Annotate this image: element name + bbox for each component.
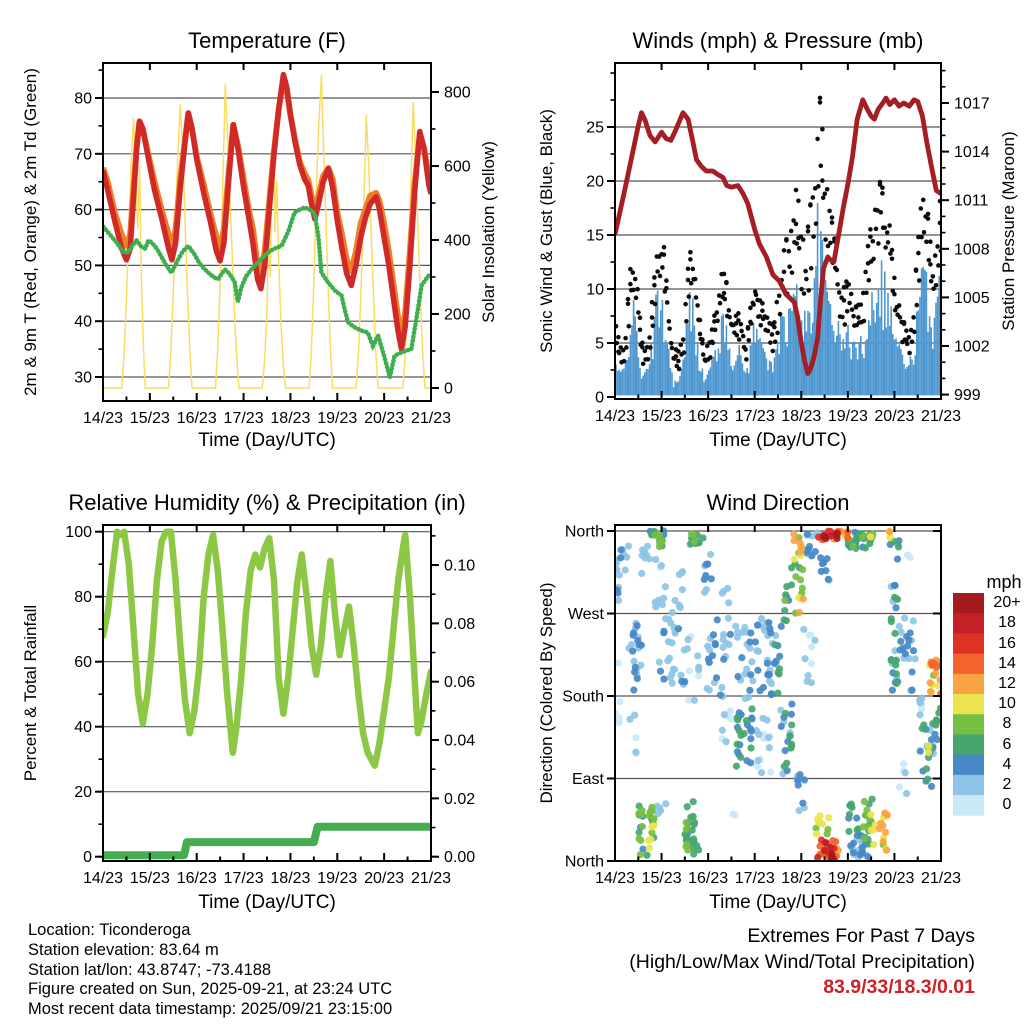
x-tick-label: 15/23 bbox=[129, 870, 170, 887]
y-tick-label: 600 bbox=[444, 158, 471, 176]
x-tick-label: 18/23 bbox=[270, 870, 311, 887]
panel-humidity-series bbox=[103, 532, 431, 856]
y-tick-label: East bbox=[571, 771, 604, 789]
x-tick-label: 15/23 bbox=[129, 410, 170, 427]
legend-speed-label: 6 bbox=[1002, 735, 1012, 753]
y-tick-label: 10 bbox=[586, 281, 604, 299]
x-tick-label: 20/23 bbox=[874, 408, 915, 425]
panel-winds-pressure-title: Winds (mph) & Pressure (mb) bbox=[632, 28, 924, 53]
x-tick-label: 17/23 bbox=[734, 870, 775, 887]
legend-speed-label: 18 bbox=[998, 614, 1016, 632]
total-rainfall-line bbox=[103, 827, 431, 856]
y-tick-label: 1008 bbox=[954, 241, 990, 259]
x-tick-label: 19/23 bbox=[317, 410, 358, 427]
station-location: Location: Ticonderoga bbox=[28, 921, 191, 939]
legend-speed-label: 12 bbox=[998, 674, 1016, 692]
y-tick-label: 15 bbox=[586, 227, 604, 245]
y-tick-label: 20 bbox=[586, 173, 604, 191]
x-tick-label: 14/23 bbox=[594, 408, 636, 425]
y-tick-label: 25 bbox=[586, 119, 604, 137]
y-tick-label: 1005 bbox=[954, 289, 990, 307]
x-tick-label: 14/23 bbox=[594, 870, 636, 887]
panel3-left-axis-label: Percent & Total Rainfall bbox=[21, 604, 40, 782]
y-tick-label: 0 bbox=[83, 849, 92, 867]
y-tick-label: 0.04 bbox=[444, 732, 476, 750]
y-tick-label: 200 bbox=[444, 306, 471, 324]
y-tick-label: 0.02 bbox=[444, 790, 476, 808]
panel1-left-axis-label: 2m & 9m T (Red, Orange) & 2m Td (Green) bbox=[21, 68, 40, 396]
x-tick-label: 18/23 bbox=[781, 408, 822, 425]
panel1-xaxis-label: Time (Day/UTC) bbox=[198, 430, 336, 451]
y-tick-label: 999 bbox=[954, 387, 981, 405]
legend-speed-label: 16 bbox=[998, 634, 1016, 652]
wind-speed-legend-title: mph bbox=[986, 572, 1022, 592]
extremes-block bbox=[629, 924, 975, 1001]
panel-temperature-series bbox=[103, 75, 431, 388]
y-tick-label: 60 bbox=[74, 202, 92, 220]
station-elevation: Station elevation: 83.64 m bbox=[28, 940, 219, 959]
wind-speed-colorbar bbox=[953, 593, 984, 816]
panel2-gridlines bbox=[615, 127, 941, 343]
y-tick-label: 30 bbox=[74, 369, 92, 387]
y-tick-label: 50 bbox=[74, 257, 92, 275]
x-tick-label: 20/23 bbox=[364, 410, 405, 427]
extremes-values: 83.9/33/18.3/0.01 bbox=[823, 976, 975, 998]
x-tick-label: 18/23 bbox=[270, 410, 311, 427]
y-tick-label: 20 bbox=[74, 784, 92, 802]
y-tick-label: 0 bbox=[595, 389, 604, 407]
station-info-block bbox=[28, 921, 392, 1020]
panel2-left-axis-label: Sonic Wind & Gust (Blue, Black) bbox=[537, 109, 556, 353]
legend-speed-label: 0 bbox=[1002, 796, 1012, 814]
panel1-right-axis-label: Solar Insolation (Yellow) bbox=[479, 141, 498, 323]
x-tick-label: 21/23 bbox=[920, 870, 962, 887]
x-tick-label: 15/23 bbox=[641, 870, 682, 887]
y-tick-label: 60 bbox=[74, 654, 92, 672]
extremes-heading: Extremes For Past 7 Days bbox=[747, 925, 975, 947]
legend-speed-label: 10 bbox=[998, 695, 1016, 713]
y-tick-label: 0.10 bbox=[444, 557, 476, 575]
y-tick-label: 0.00 bbox=[444, 849, 476, 867]
x-tick-label: 19/23 bbox=[827, 408, 868, 425]
x-tick-label: 19/23 bbox=[827, 870, 868, 887]
legend-speed-label: 8 bbox=[1002, 715, 1012, 733]
latest-timestamp: Most recent data timestamp: 2025/09/21 23:15:00 bbox=[28, 1000, 393, 1019]
panel-winds-series bbox=[614, 96, 943, 396]
y-tick-label: 1017 bbox=[954, 95, 990, 113]
panel3-xaxis-label: Time (Day/UTC) bbox=[198, 892, 336, 913]
x-tick-label: 20/23 bbox=[874, 870, 915, 887]
y-tick-label: 0.06 bbox=[444, 674, 476, 692]
panel-humidity-precip-title: Relative Humidity (%) & Precipitation (in) bbox=[68, 490, 466, 515]
y-tick-label: 800 bbox=[444, 84, 471, 102]
y-tick-label: 80 bbox=[74, 589, 92, 607]
panel-temperature-title: Temperature (F) bbox=[188, 28, 346, 53]
x-tick-label: 16/23 bbox=[688, 870, 729, 887]
panel2-xaxis-label: Time (Day/UTC) bbox=[709, 430, 847, 451]
relative-humidity-line bbox=[103, 532, 431, 766]
x-tick-label: 15/23 bbox=[641, 408, 682, 425]
x-tick-label: 19/23 bbox=[317, 870, 358, 887]
panel4-xaxis-label: Time (Day/UTC) bbox=[709, 892, 847, 913]
legend-speed-label: 2 bbox=[1002, 775, 1012, 793]
y-tick-label: North bbox=[564, 853, 604, 871]
x-tick-label: 21/23 bbox=[920, 408, 962, 425]
y-tick-label: 1011 bbox=[954, 192, 989, 210]
y-tick-label: 40 bbox=[74, 719, 92, 737]
x-tick-label: 18/23 bbox=[781, 870, 822, 887]
y-tick-label: 5 bbox=[595, 335, 604, 353]
y-tick-label: 1002 bbox=[954, 338, 990, 356]
x-tick-label: 14/23 bbox=[82, 410, 124, 427]
y-tick-label: North bbox=[564, 523, 604, 541]
legend-speed-label: 20+ bbox=[993, 594, 1021, 612]
y-tick-label: 100 bbox=[65, 524, 92, 542]
y-tick-label: 0 bbox=[444, 380, 453, 398]
y-tick-label: 70 bbox=[74, 146, 92, 164]
station-latlon: Station lat/lon: 43.8747; -73.4188 bbox=[28, 960, 272, 979]
figure-created: Figure created on Sun, 2025-09-21, at 23:24 UTC bbox=[28, 980, 393, 999]
panel2-right-axis-label: Station Pressure (Maroon) bbox=[999, 131, 1018, 331]
y-tick-label: West bbox=[567, 606, 604, 624]
x-tick-label: 16/23 bbox=[176, 410, 217, 427]
x-tick-label: 17/23 bbox=[223, 870, 264, 887]
x-tick-label: 20/23 bbox=[364, 870, 405, 887]
x-tick-label: 21/23 bbox=[410, 410, 452, 427]
y-tick-label: South bbox=[562, 688, 604, 706]
x-tick-label: 16/23 bbox=[176, 870, 217, 887]
x-tick-label: 14/23 bbox=[82, 870, 124, 887]
x-tick-label: 17/23 bbox=[734, 408, 775, 425]
y-tick-label: 40 bbox=[74, 313, 92, 331]
y-tick-label: 0.08 bbox=[444, 615, 476, 633]
extremes-subheading: (High/Low/Max Wind/Total Precipitation) bbox=[629, 950, 975, 973]
panel4-axes bbox=[562, 524, 961, 888]
x-tick-label: 16/23 bbox=[688, 408, 729, 425]
y-tick-label: 80 bbox=[74, 90, 92, 108]
x-tick-label: 21/23 bbox=[410, 870, 452, 887]
y-tick-label: 1014 bbox=[954, 144, 990, 162]
x-tick-label: 17/23 bbox=[223, 410, 264, 427]
panel4-left-axis-label: Direction (Colored By Speed) bbox=[537, 582, 556, 804]
y-tick-label: 400 bbox=[444, 232, 471, 250]
panel-wind-direction-title: Wind Direction bbox=[706, 490, 850, 515]
legend-speed-label: 4 bbox=[1002, 755, 1012, 773]
legend-speed-label: 14 bbox=[998, 654, 1016, 672]
